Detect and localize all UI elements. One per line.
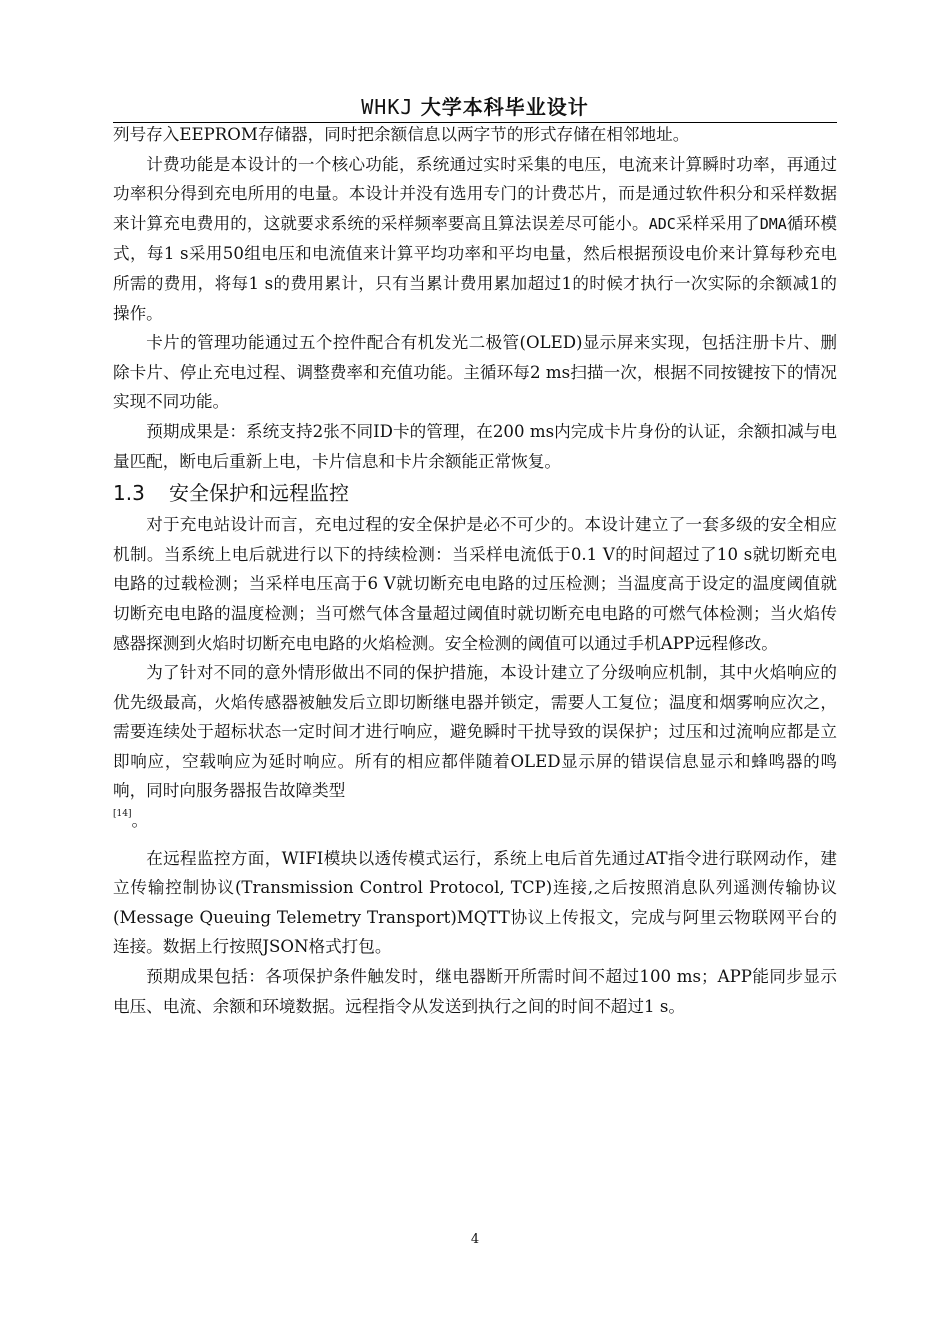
paragraph-safety-protection: 对于充电站设计而言，充电过程的安全保护是必不可少的。本设计建立了一套多级的安全相应机制。当系统上电后就进行以下的持续检测：当采样电流低于0.1 V的时间超过了10 s就切断充电电路的过载检测；当采样电压高于6 V就切断充电电路的过压检测；当温度高于设定的温度阈值就切断充电电路的温度检测；当可燃气体含量超过阈值时就切断充电电路的可燃气体检测；当火焰传感器探测到火焰时切断充电电路的火焰检测。安全检测的阈值可以通过手机APP远程修改。 — [113, 515, 837, 653]
section-heading — [113, 477, 837, 510]
paragraph-remote-monitoring: 在远程监控方面，WIFI模块以透传模式运行，系统上电后首先通过AT指令进行联网动作，建立传输控制协议(Transmission Control Protocol, TCP)连接,之后按照消息队列遥测传输协议(Message Queuing Telemetry Transport)MQTT协议上传报文，完成与阿里云物联网平台的连接。数据上行按照JSON格式打包。 — [113, 848, 837, 957]
graded-response-text: 为了针对不同的意外情形做出不同的保护措施，本设计建立了分级响应机制，其中火焰响应的优先级最高，火焰传感器被触发后立即切断继电器并锁定，需要人工复位；温度和烟雾响应次之，需要连续处于超标状态一定时间才进行响应，避免瞬时干扰导致的误保护；过压和过流响应都是立即响应，空载响应为延时响应。所有的相应都伴随着OLED显示屏的错误信息显示和蜂鸣器的鸣响，同时向服务器报告故障类型 — [113, 663, 837, 801]
header-title: 大学本科毕业设计 — [420, 95, 589, 119]
paragraph-continuation: 列号存入EEPROM存储器，同时把余额信息以两字节的形式存储在相邻地址。 — [113, 125, 690, 144]
header-code: WHKJ — [361, 95, 414, 119]
spacer — [113, 836, 837, 844]
paragraph-card-management: 卡片的管理功能通过五个控件配合有机发光二极管(OLED)显示屏来实现，包括注册卡片、删除卡片、停止充电过程、调整费率和充值功能。主循环每2 ms扫描一次，根据不同按键按下的情况实现不同功能。 — [113, 333, 837, 412]
paragraph-billing — [113, 150, 837, 329]
billing-text-b: 采样采用了 — [675, 213, 760, 233]
billing-text-a: 计费功能是本设计的一个核心功能，系统通过实时采集的电压，电流来计算瞬时功率，再通过功率积分得到充电所用的电量。本设计并没有选用专门的计费芯片，而是通过软件积分和采样数据来计算充电费用的，这就要求系统的采样频率要高且算法误差尽可能小。 — [113, 154, 837, 233]
citation-ref: [14] — [113, 809, 132, 820]
section-number: 1.3 — [113, 481, 145, 506]
document-body — [113, 120, 837, 1021]
paragraph-expected-results-2: 预期成果包括：各项保护条件触发时，继电器断开所需时间不超过100 ms；APP能同步显示电压、电流、余额和环境数据。远程指令从发送到执行之间的时间不超过1 s。 — [113, 967, 837, 1016]
paragraph-expected-results-1: 预期成果是：系统支持2张不同ID卡的管理，在200 ms内完成卡片身份的认证，余额扣减与电量匹配，断电后重新上电，卡片信息和卡片余额能正常恢复。 — [113, 421, 837, 471]
billing-text-c: 循环模式，每1 s采用50组电压和电流值来计算平均功率和平均电量，然后根据预设电价来计算每秒充电所需的费用，将每1 s的费用累计，只有当累计费用累加超过1的时候才执行一次实际的余额减1的操作。 — [113, 213, 838, 323]
paragraph-graded-response — [113, 658, 837, 836]
page-number: 4 — [470, 1232, 480, 1247]
graded-response-end: 。 — [131, 811, 149, 831]
section-title: 安全保护和远程监控 — [169, 481, 349, 506]
adc-term: ADC — [648, 214, 676, 233]
dma-term: DMA — [759, 214, 787, 233]
page-header — [113, 92, 837, 123]
